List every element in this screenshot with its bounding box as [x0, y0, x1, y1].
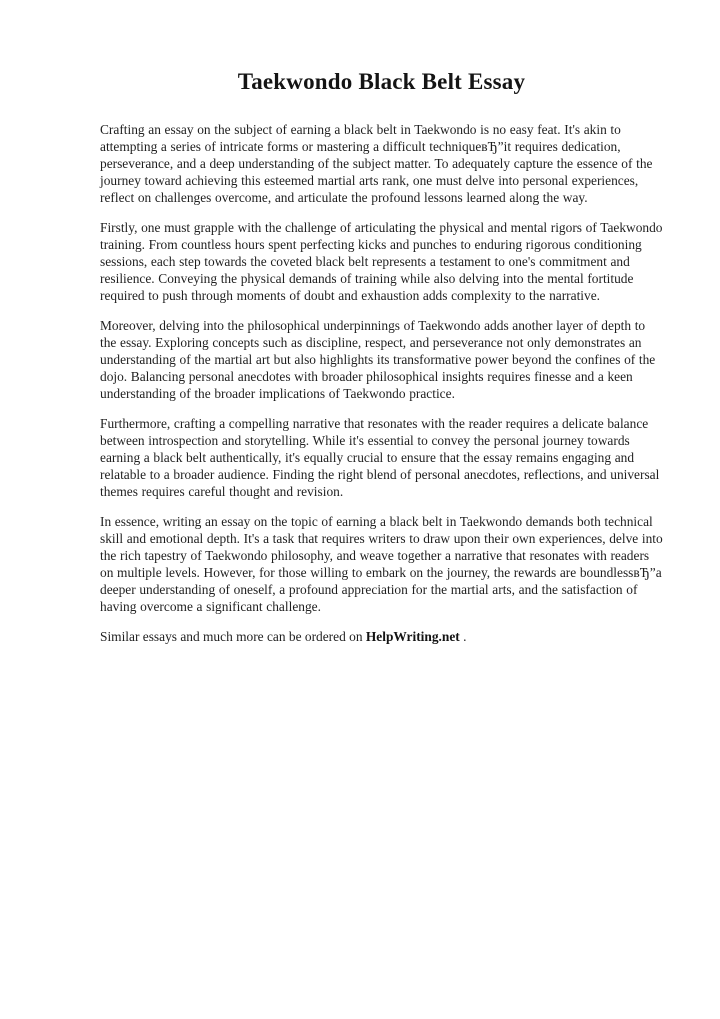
document-title: Taekwondo Black Belt Essay [237, 69, 526, 94]
essay-paragraph-4: Furthermore, crafting a compelling narrative that resonates with the reader requires a delicate balance between introspection and storytelling. While it's essential to convey the personal journey towards earning a black belt authentically, it's equally crucial to ensure that the essay remains engaging and relatable to a broader audience. Finding the right blend of personal anecdotes, reflections, and universal themes requires careful thought and revision. [100, 416, 660, 499]
footer-order-line [100, 628, 663, 645]
essay-paragraph-1: Crafting an essay on the subject of earning a black belt in Taekwondo is no easy feat. It's akin to attempting a series of intricate forms or mastering a difficult techniqueвЂ”it requires dedication, perseverance, and a deep understanding of the subject matter. To adequately capture the essence of the journey toward achieving this esteemed martial arts rank, one must delve into personal experiences, reflect on challenges overcome, and articulate the profound lessons learned along the way. [100, 122, 653, 205]
brand-name: HelpWriting.net [365, 629, 460, 644]
footer-prefix-text: Similar essays and much more can be ordered on [100, 629, 366, 644]
footer-suffix-text: . [459, 629, 467, 644]
essay-paragraph-5: In essence, writing an essay on the topic of earning a black belt in Taekwondo demands both technical skill and emotional depth. It's a task that requires writers to draw upon their own experiences, delve into the rich tapestry of Taekwondo philosophy, and weave together a narrative that resonates with readers on multiple levels. However, for those willing to embark on the journey, the rewards are boundlessвЂ”a deeper understanding of oneself, a profound appreciation for the martial arts, and the satisfaction of having overcome a significant challenge. [100, 514, 663, 614]
essay-paragraph-3: Moreover, delving into the philosophical underpinnings of Taekwondo adds another layer of depth to the essay. Exploring concepts such as discipline, respect, and perseverance not only demonstrates an understanding of the martial art but also highlights its transformative power beyond the confines of the dojo. Balancing personal anecdotes with broader philosophical insights requires finesse and a keen understanding of the broader implications of Taekwondo practice. [100, 318, 656, 401]
essay-paragraph-2: Firstly, one must grapple with the challenge of articulating the physical and mental rigors of Taekwondo training. From countless hours spent perfecting kicks and punches to enduring rigorous conditioning sessions, each step towards the coveted black belt represents a testament to one's commitment and resilience. Conveying the physical demands of training while also delving into the mental fortitude required to push through moments of doubt and exhaustion adds complexity to the narrative. [100, 220, 663, 303]
